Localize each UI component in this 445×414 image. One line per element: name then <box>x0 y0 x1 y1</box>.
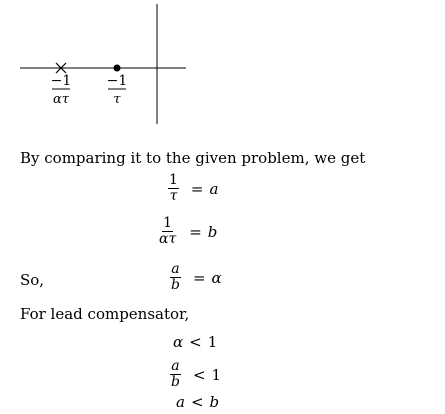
less-than-sign: < <box>192 365 206 384</box>
fraction-denominator: ατ <box>159 231 177 247</box>
rhs-value: α <box>211 268 222 287</box>
equals-sign: = <box>192 268 206 287</box>
fraction-numerator: a <box>171 261 180 277</box>
rhs-value: 1 <box>211 365 222 384</box>
equation-a-over-b <box>170 262 222 293</box>
rhs-value: b <box>207 222 218 241</box>
fraction-numerator: 1 <box>169 172 178 188</box>
rhs-value: 1 <box>207 333 218 351</box>
equation-one-over-tau <box>168 173 218 204</box>
intro-text: By comparing it to the given problem, we get <box>20 149 366 167</box>
fraction-numerator: 1 <box>163 215 173 231</box>
pole-zero-diagram <box>0 0 200 130</box>
inequality-alpha-less-than-one <box>173 333 217 351</box>
equation-one-over-alpha-tau <box>158 216 217 247</box>
fraction-denominator: b <box>171 374 180 390</box>
fraction <box>170 262 181 293</box>
fraction <box>158 216 177 247</box>
fraction <box>170 359 181 390</box>
inequality-a-over-b-less-than-one <box>170 359 221 390</box>
zero-label-denominator: ατ <box>53 92 69 107</box>
fraction-denominator: b <box>171 277 180 293</box>
pole-label-numerator: −1 <box>106 73 128 89</box>
so-label: So, <box>20 271 45 289</box>
lead-compensator-label: For lead compensator, <box>20 305 190 323</box>
zero-label-numerator: −1 <box>50 73 72 89</box>
less-than-sign: < <box>189 333 202 351</box>
fraction-denominator: τ <box>169 188 178 204</box>
lhs-value: a <box>176 393 185 411</box>
rhs-value: b <box>209 393 220 411</box>
less-than-sign: < <box>190 393 204 411</box>
equals-sign: = <box>190 179 204 198</box>
lhs-value: α <box>173 333 184 351</box>
fraction <box>168 173 179 204</box>
rhs-value: a <box>209 179 219 198</box>
pole-dot-marker <box>114 65 121 72</box>
pole-label-denominator: τ <box>113 92 121 107</box>
inequality-a-less-than-b <box>176 393 219 411</box>
equals-sign: = <box>189 222 202 241</box>
fraction-numerator: a <box>171 358 180 374</box>
